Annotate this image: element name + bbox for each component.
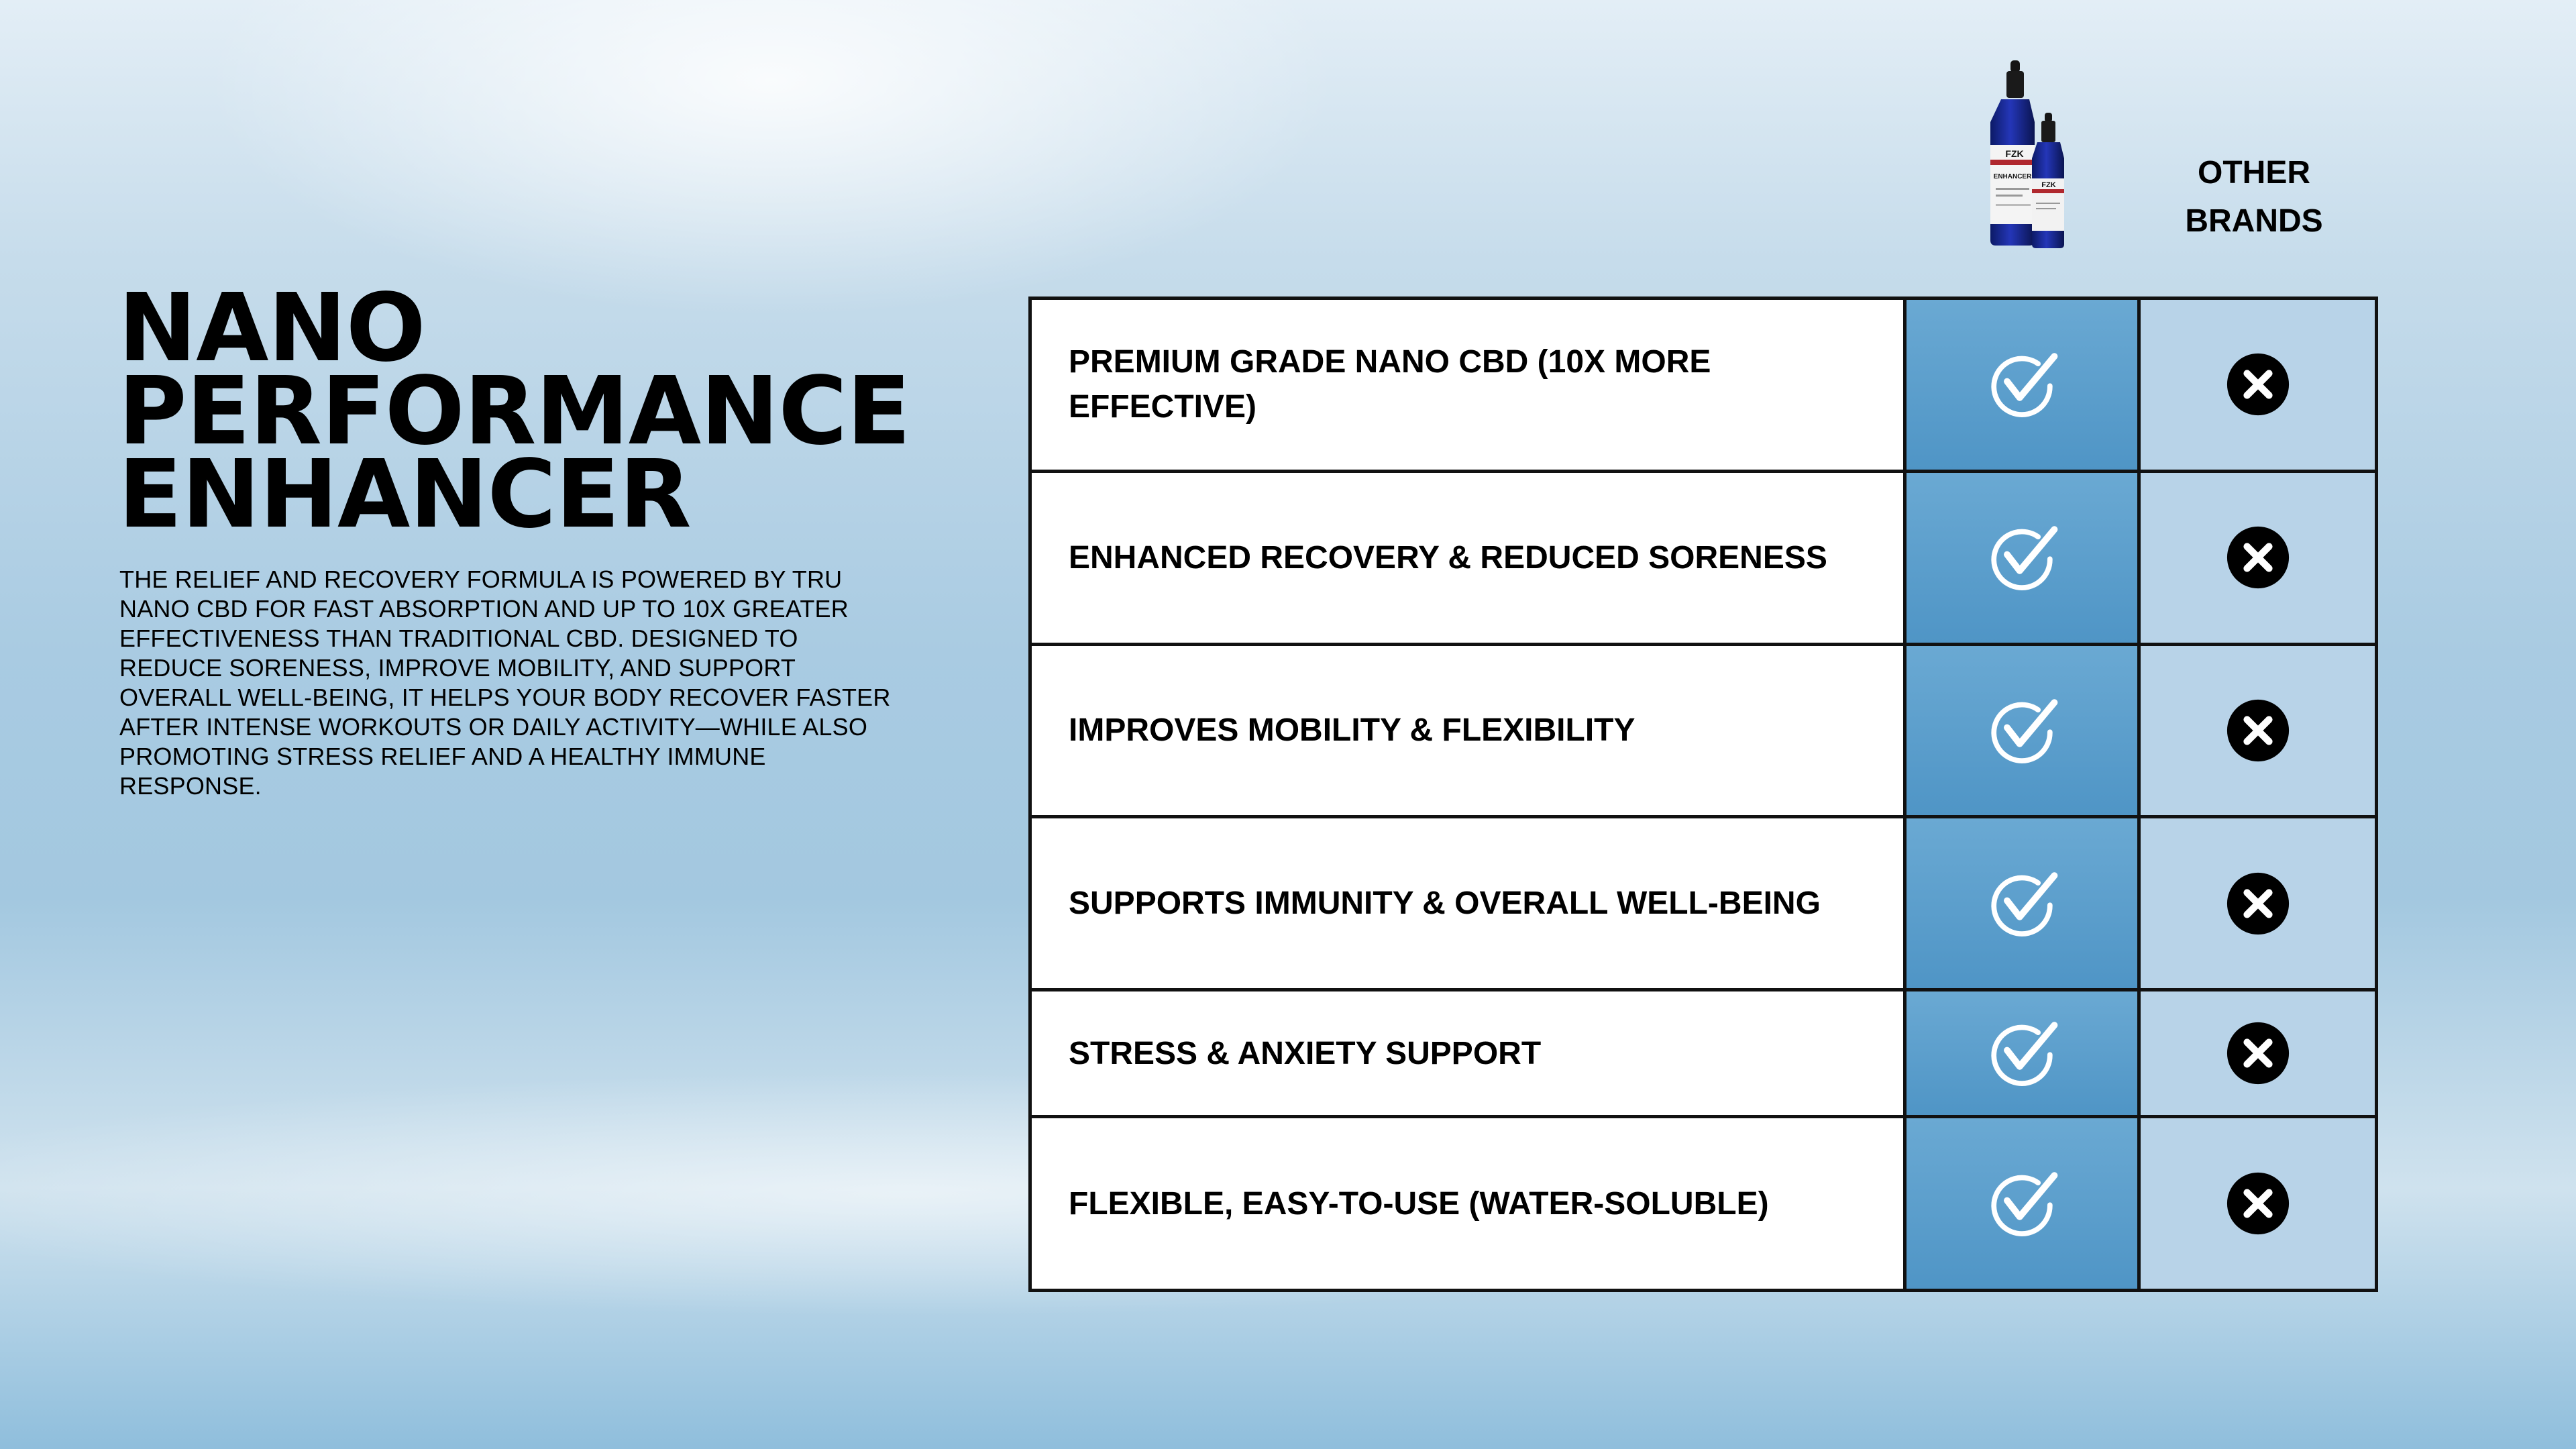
others-cell [2141,818,2375,988]
ours-cell [1907,1118,2141,1289]
product-bottles-image [1962,60,2083,255]
title-line-3: ENHANCER [118,440,691,549]
others-cell [2141,473,2375,643]
feature-label: PREMIUM GRADE NANO CBD (10X MORE EFFECTIVE) [1032,300,1907,470]
table-row [1032,646,2375,819]
title-line-2: PERFORMANCE [118,357,910,466]
check-icon [1985,867,2059,941]
x-icon [2226,1171,2290,1236]
ours-cell [1907,991,2141,1115]
ours-cell [1907,818,2141,988]
table-row [1032,818,2375,991]
feature-label: STRESS & ANXIETY SUPPORT [1032,991,1907,1115]
check-icon [1985,1016,2059,1090]
x-icon [2226,525,2290,590]
check-icon [1985,521,2059,594]
feature-label: IMPROVES MOBILITY & FLEXIBILITY [1032,646,1907,816]
others-cell [2141,646,2375,816]
other-brands-header-line-1: OTHER [2198,155,2310,191]
product-description: THE RELIEF AND RECOVERY FORMULA IS POWERED BY TRU NANO CBD FOR FAST ABSORPTION AND UP TO 10X GREATER EFFECTIVENESS THAN TRADITIONAL CBD. DESIGNED TO REDUCE SORENESS, IMPROVE MOBILITY, AND SUPPORT OVERALL WELL-BEING, IT HELPS YOUR BODY RECOVER FASTER AFTER INTENSE WORKOUTS OR DAILY ACTIVITY—WHILE ALSO PROMOTING STRESS RELIEF AND A HEALTHY IMMUNE RESPONSE. [119,566,891,800]
x-icon [2226,871,2290,936]
others-cell [2141,991,2375,1115]
ours-cell [1907,473,2141,643]
x-icon [2226,698,2290,763]
ours-cell [1907,300,2141,470]
x-icon [2226,352,2290,417]
others-cell [2141,1118,2375,1289]
check-icon [1985,347,2059,421]
other-brands-header-line-2: BRANDS [2185,203,2323,239]
feature-label: ENHANCED RECOVERY & REDUCED SORENESS [1032,473,1907,643]
page-title [118,274,990,549]
svg-text:FZK: FZK [2041,181,2056,189]
table-row [1032,1118,2375,1289]
svg-text:ENHANCER: ENHANCER [1993,173,2032,180]
table-row [1032,991,2375,1118]
x-icon [2226,1021,2290,1085]
check-icon [1985,694,2059,767]
svg-text:FZK: FZK [2005,148,2024,159]
check-icon [1985,1167,2059,1240]
table-row [1032,300,2375,473]
ours-cell [1907,646,2141,816]
other-brands-column-header [2140,149,2368,246]
title-line-1: NANO [118,274,425,383]
comparison-table [1028,297,2378,1292]
feature-label: SUPPORTS IMMUNITY & OVERALL WELL-BEING [1032,818,1907,988]
feature-label: FLEXIBLE, EASY-TO-USE (WATER-SOLUBLE) [1032,1118,1907,1289]
others-cell [2141,300,2375,470]
table-row [1032,473,2375,646]
